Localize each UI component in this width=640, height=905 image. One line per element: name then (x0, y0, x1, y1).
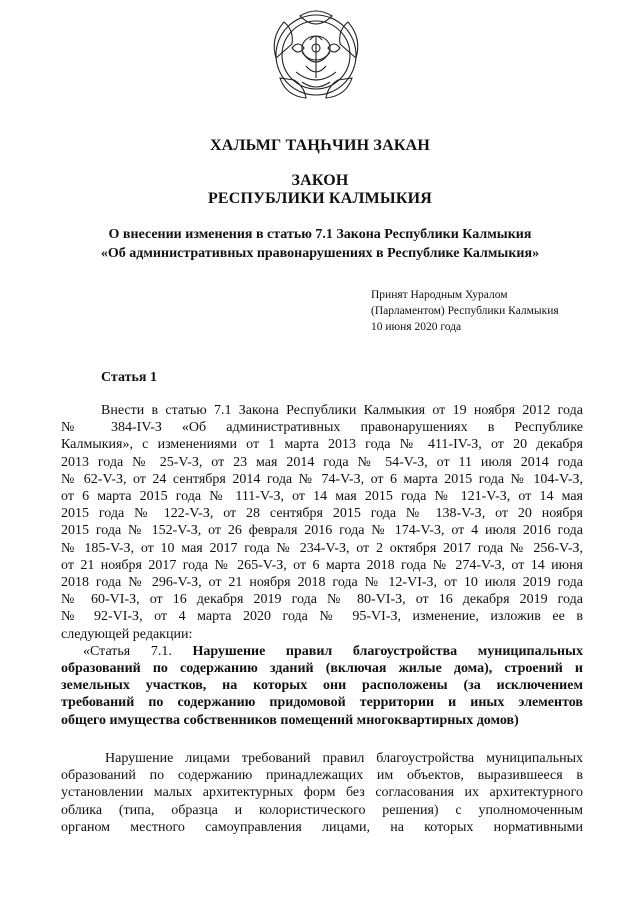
paragraph-line: № 60-VI-З, от 16 декабря 2019 года № 80-VI-З, от 16 декабря 2019 года (61, 592, 583, 608)
article-paragraph-2 (61, 750, 583, 836)
title-kalmyk: ХАЛЬМГ ТАҢҺЧИН ЗАКАН (209, 137, 431, 154)
quoted-article-title-line: образований по содержанию зданий (включая жилые дома), строений и (61, 661, 583, 677)
quoted-article-title-line: земельных участков, на которых они расположены (за исключением (61, 678, 583, 694)
coat-of-arms-emblem (266, 8, 366, 102)
paragraph-line: от 6 марта 2015 года № 111-V-З, от 14 мая 2015 года № 121-V-З, от 14 мая (61, 489, 583, 505)
quoted-article-title-line: общего имущества собственников помещений многоквартирных домов) (61, 712, 519, 728)
paragraph-line: следующей редакции: (61, 626, 193, 642)
paragraph-line: 2018 года № 296-V-З, от 21 ноября 2018 года № 12-VI-З, от 10 июля 2019 года (61, 575, 583, 591)
quoted-article-title-line: требований по содержанию придомовой территории и иных элементов (61, 695, 583, 711)
paragraph-line: облика (типа, образца и колористического решения) с уполномоченным (61, 802, 583, 818)
subject-line: «Об административных правонарушениях в Республике Калмыкия» (100, 246, 540, 261)
subject-line: О внесении изменения в статью 7.1 Закона Республики Калмыкия (108, 227, 532, 242)
article-paragraph-1 (61, 402, 583, 729)
paragraph-line: Калмыкия», с изменениями от 1 марта 2013 года № 411-IV-З, от 20 декабря (61, 437, 583, 453)
law-subject (60, 225, 580, 263)
paragraph-line: № 92-VI-З, от 4 марта 2020 года № 95-VI-З, изменение, изложив ее в (61, 609, 583, 625)
paragraph-line: № 384-IV-З «Об административных правонарушениях в Республике (61, 420, 583, 436)
paragraph-line: 2015 года № 152-V-З, от 26 февраля 2016 года № 174-V-З, от 4 июля 2016 года (61, 523, 583, 539)
quoted-article-title-line (61, 643, 583, 660)
quote-title-bold: Нарушение правил благоустройства муниципальных (192, 643, 583, 659)
paragraph-line: Внести в статью 7.1 Закона Республики Калмыкия от 19 ноября 2012 года (101, 403, 583, 418)
adoption-line: (Парламентом) Республики Калмыкия (371, 305, 559, 317)
paragraph-line: Нарушение лицами требований правил благоустройства муниципальных (105, 751, 583, 766)
adoption-note (371, 287, 559, 335)
paragraph-line: 2015 года № 122-V-З, от 28 сентября 2015 года № 138-V-З, от 20 ноября (61, 506, 583, 522)
paragraph-line: органом местного самоуправления лицами, на которых нормативными (61, 819, 583, 835)
paragraph-line: № 62-V-З, от 24 сентября 2014 года № 74-V-З, от 6 марта 2015 года № 104-V-З, (61, 471, 583, 487)
title-republic: РЕСПУБЛИКИ КАЛМЫКИЯ (207, 190, 433, 207)
paragraph-line: 2013 года № 25-V-З, от 23 мая 2014 года № 54-V-З, от 11 июля 2014 года (61, 454, 583, 470)
paragraph-line: № 185-V-З, от 10 мая 2017 года № 234-V-З, от 2 октября 2017 года № 256-V-З, (61, 540, 583, 556)
adoption-line: Принят Народным Хуралом (371, 289, 508, 301)
quote-prefix: «Статья 7.1. (83, 643, 172, 659)
adoption-date: 10 июня 2020 года (371, 321, 462, 333)
title-law: ЗАКОН (291, 172, 349, 189)
paragraph-line: образований по содержанию принадлежащих им объектов, выразившееся в (61, 768, 583, 784)
article-heading: Статья 1 (101, 370, 157, 385)
paragraph-line: от 21 ноября 2017 года № 265-V-З, от 6 марта 2018 года № 274-V-З, от 14 июня (61, 557, 583, 573)
paragraph-line: установлении малых архитектурных форм без согласования их архитектурного (61, 785, 583, 801)
